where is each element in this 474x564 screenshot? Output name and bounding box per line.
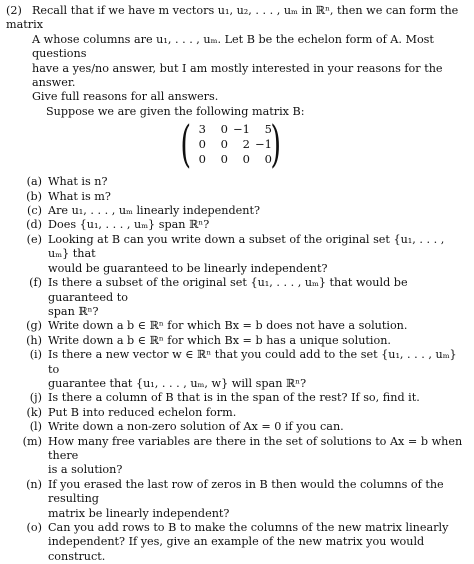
left-paren: ( bbox=[180, 115, 192, 174]
matrix-row bbox=[186, 136, 274, 151]
suppose-text: Suppose we are given the following matrix B: bbox=[46, 104, 305, 118]
question-text bbox=[48, 348, 468, 391]
question-line: Is there a column of B that is in the span of the rest? If so, find it. bbox=[48, 391, 420, 405]
question-text bbox=[48, 478, 468, 521]
right-paren: ) bbox=[270, 115, 282, 174]
matrix-row bbox=[186, 121, 274, 136]
question-line: would be guaranteed to be linearly independent? bbox=[48, 261, 328, 275]
problem-page bbox=[6, 4, 468, 564]
question-text bbox=[48, 334, 468, 348]
question-text bbox=[48, 521, 468, 564]
question-label: (c) bbox=[27, 204, 42, 218]
question-text bbox=[48, 218, 468, 232]
question-item bbox=[6, 175, 468, 189]
question-item bbox=[6, 218, 468, 232]
question-line: Does {u₁, . . . , uₘ} span ℝⁿ? bbox=[48, 218, 210, 232]
question-label: (h) bbox=[26, 333, 42, 347]
matrix-table bbox=[186, 121, 274, 166]
intro-line-1 bbox=[6, 4, 468, 33]
question-item bbox=[6, 233, 468, 276]
matrix-cell: 0 bbox=[220, 121, 228, 136]
matrix-cell: 0 bbox=[264, 151, 272, 166]
problem-intro bbox=[6, 4, 468, 105]
question-line: Write down a b ∈ ℝⁿ for which Bx = b has a unique solution. bbox=[48, 333, 391, 347]
problem-number: (2) bbox=[6, 4, 22, 17]
question-line: independent? If yes, give an example of the new matrix you would construct. bbox=[48, 535, 425, 563]
question-text bbox=[48, 204, 468, 218]
question-item bbox=[6, 204, 468, 218]
question-item bbox=[6, 420, 468, 434]
matrix-cell: −1 bbox=[233, 121, 250, 136]
matrix-cell: 5 bbox=[264, 121, 272, 136]
question-item bbox=[6, 334, 468, 348]
question-item bbox=[6, 435, 468, 478]
question-list bbox=[6, 175, 468, 564]
question-label: (g) bbox=[26, 319, 42, 333]
question-label: (l) bbox=[29, 420, 42, 434]
matrix-cell: 3 bbox=[198, 121, 206, 136]
question-text bbox=[48, 175, 468, 189]
question-label: (i) bbox=[29, 348, 42, 362]
question-line: guarantee that {u₁, . . . , uₘ, w} will span ℝⁿ? bbox=[48, 376, 307, 390]
matrix-b bbox=[180, 115, 282, 174]
question-label: (o) bbox=[26, 521, 42, 534]
question-line: is a solution? bbox=[48, 463, 123, 477]
question-line: matrix be linearly independent? bbox=[48, 506, 230, 520]
question-label: (e) bbox=[26, 232, 42, 246]
question-line: Looking at B can you write down a subset of the original set {u₁, . . . , uₘ} that bbox=[48, 232, 445, 261]
question-label: (j) bbox=[29, 391, 42, 405]
intro-line-3: have a yes/no answer, but I am mostly interested in your reasons for the answer. bbox=[32, 61, 443, 90]
question-line: If you erased the last row of zeros in B then would the columns of the resulting bbox=[48, 477, 444, 506]
question-line: Is there a new vector w ∈ ℝⁿ that you could add to the set {u₁, . . . , uₘ} to bbox=[48, 348, 457, 376]
question-label: (b) bbox=[26, 189, 42, 203]
question-item bbox=[6, 190, 468, 204]
matrix-cell: −1 bbox=[255, 136, 272, 151]
matrix-cell: 0 bbox=[198, 136, 206, 151]
question-item bbox=[6, 391, 468, 405]
question-text bbox=[48, 319, 468, 333]
question-line: Are u₁, . . . , uₘ linearly independent? bbox=[48, 204, 260, 218]
question-text bbox=[48, 233, 468, 276]
question-item bbox=[6, 521, 468, 564]
question-label: (n) bbox=[26, 477, 42, 491]
question-item bbox=[6, 276, 468, 319]
question-text bbox=[48, 406, 468, 420]
question-item bbox=[6, 406, 468, 420]
question-text bbox=[48, 391, 468, 405]
matrix-row bbox=[186, 151, 274, 166]
question-item bbox=[6, 348, 468, 391]
question-item bbox=[6, 319, 468, 333]
question-text bbox=[48, 435, 468, 478]
intro-line-4: Give full reasons for all answers. bbox=[32, 90, 219, 104]
question-line: Put B into reduced echelon form. bbox=[48, 405, 237, 419]
matrix-cell: 0 bbox=[220, 151, 228, 166]
question-line: Write down a non-zero solution of Ax = 0 if you can. bbox=[48, 420, 344, 434]
question-line: What is n? bbox=[48, 175, 108, 189]
question-label: (k) bbox=[26, 405, 42, 419]
question-line: span ℝⁿ? bbox=[48, 304, 99, 318]
question-label: (f) bbox=[29, 276, 42, 290]
question-line: What is m? bbox=[48, 189, 111, 203]
matrix-cell: 0 bbox=[198, 151, 206, 166]
question-label: (m) bbox=[22, 434, 42, 448]
question-line: Can you add rows to B to make the columns of the new matrix linearly bbox=[48, 521, 449, 534]
question-label: (a) bbox=[26, 175, 42, 189]
intro-text-1: Recall that if we have m vectors u₁, u₂, . . . , uₘ in ℝⁿ, then we can form the matrix bbox=[6, 4, 459, 32]
question-text bbox=[48, 420, 468, 434]
question-text bbox=[48, 276, 468, 319]
question-text bbox=[48, 190, 468, 204]
matrix-cell: 0 bbox=[220, 136, 228, 151]
question-line: Is there a subset of the original set {u₁, . . . , uₘ} that would be guaranteed to bbox=[48, 276, 408, 304]
question-label: (d) bbox=[26, 218, 42, 232]
intro-line-2: A whose columns are u₁, . . . , uₘ. Let B be the echelon form of A. Most questions bbox=[32, 32, 434, 61]
question-item bbox=[6, 478, 468, 521]
matrix-cell: 0 bbox=[242, 151, 250, 166]
question-line: How many free variables are there in the set of solutions to Ax = b when there bbox=[48, 434, 463, 462]
matrix-cell: 2 bbox=[242, 136, 250, 151]
question-line: Write down a b ∈ ℝⁿ for which Bx = b does not have a solution. bbox=[48, 319, 408, 333]
